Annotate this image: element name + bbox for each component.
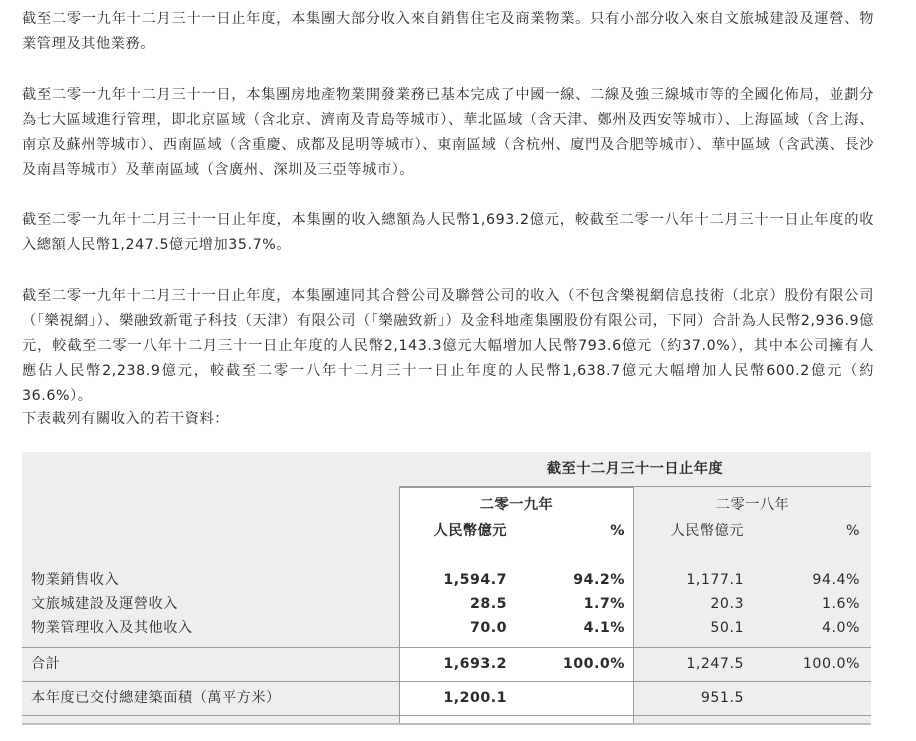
- total-value-2018: 1,247.5: [686, 656, 744, 672]
- paragraph-regional-layout: 截至二零一九年十二月三十一日，本集團房地產物業開發業務已基本完成了中國一線、二線及強三線城市等的全國化佈局，並劃分為七大區域進行管理，即北京區域（含北京、濟南及青島等城市）、華北區域（含天津、鄭州及西安等城市）、上海區域（含上海、南京及蘇州等城市）、西南區域（含重慶、成都及昆明等城市）、東南區域（含杭州、廈門及合肥等城市）、華中區域（含武漢、長沙及南昌等城市）及華南區域（含廣州、深圳及三亞等城市）。: [22, 87, 874, 178]
- area-value-2018: 951.5: [700, 690, 744, 706]
- paragraph-jv-revenue: 截至二零一九年十二月三十一日止年度，本集團連同其合營公司及聯營公司的收入（不包含樂視網信息技術（北京）股份有限公司（「樂視網」）、樂融致新電子科技（天津）有限公司（「樂融致新」）及金科地產集團股份有限公司，下同）合計為人民幣2,936.9億元，較截至二零一八年十二月三十一日止年度的人民幣2,143.3億元大幅增加人民幣793.6億元（約37.0%），其中本公司擁有人應佔人民幣2,238.9億元，較截至二零一八年十二月三十一日止年度的人民幣1,638.7億元大幅增加人民幣600.2億元（約36.6%）。: [22, 288, 874, 404]
- row-pct-2018: 1.6%: [821, 596, 860, 612]
- total-pct-2019: 100.0%: [562, 656, 625, 672]
- total-pct-2018: 100.0%: [802, 656, 860, 672]
- total-value-2019: 1,693.2: [443, 656, 507, 672]
- row-value-2019: 28.5: [469, 596, 507, 612]
- area-top-rule: [22, 681, 871, 682]
- paragraph-revenue-sources: 截至二零一九年十二月三十一日止年度，本集團大部分收入來自銷售住宅及商業物業。只有小部分收入來自文旅城建設及運營、物業管理及其他業務。: [22, 11, 874, 52]
- row-value-2018: 50.1: [710, 620, 744, 636]
- revenue-table: [22, 452, 871, 725]
- row-value-2018: 1,177.1: [686, 572, 744, 588]
- row-value-2019: 1,594.7: [443, 572, 507, 588]
- paragraph-total-revenue: 截至二零一九年十二月三十一日止年度，本集團的收入總額為人民幣1,693.2億元，較截至二零一八年十二月三十一日止年度的收入總額人民幣1,247.5億元增加35.7%。: [22, 212, 874, 253]
- area-bottom-rule: [22, 715, 871, 716]
- row-value-2018: 20.3: [710, 596, 744, 612]
- row-label: 物業管理收入及其他收入: [31, 620, 193, 636]
- period-header: 截至十二月三十一日止年度: [546, 461, 724, 477]
- total-label: 合計: [31, 656, 61, 672]
- row-label: 物業銷售收入: [31, 572, 120, 588]
- row-label: 文旅城建設及運營收入: [31, 596, 178, 612]
- total-top-rule: [22, 647, 871, 648]
- area-label: 本年度已交付總建築面積（萬平方米）: [31, 690, 281, 706]
- pct-header-2018: %: [846, 523, 860, 539]
- year-2018-header: 二零一八年: [715, 497, 790, 513]
- year-2019-header: 二零一九年: [479, 497, 554, 513]
- unit-header-2019: 人民幣億元: [433, 523, 507, 539]
- row-pct-2018: 4.0%: [821, 620, 860, 636]
- row-pct-2019: 1.7%: [583, 596, 625, 612]
- row-pct-2019: 94.2%: [573, 572, 625, 588]
- unit-header-2018: 人民幣億元: [670, 523, 744, 539]
- row-pct-2019: 4.1%: [583, 620, 625, 636]
- area-value-2019: 1,200.1: [443, 690, 507, 706]
- row-pct-2018: 94.4%: [812, 572, 860, 588]
- header-divider: [399, 486, 871, 487]
- pct-header-2019: %: [610, 523, 625, 539]
- paragraph-table-intro: 下表載列有關收入的若干資料：: [22, 411, 230, 427]
- table-bottom-rule: [22, 723, 871, 725]
- row-value-2019: 70.0: [469, 620, 507, 636]
